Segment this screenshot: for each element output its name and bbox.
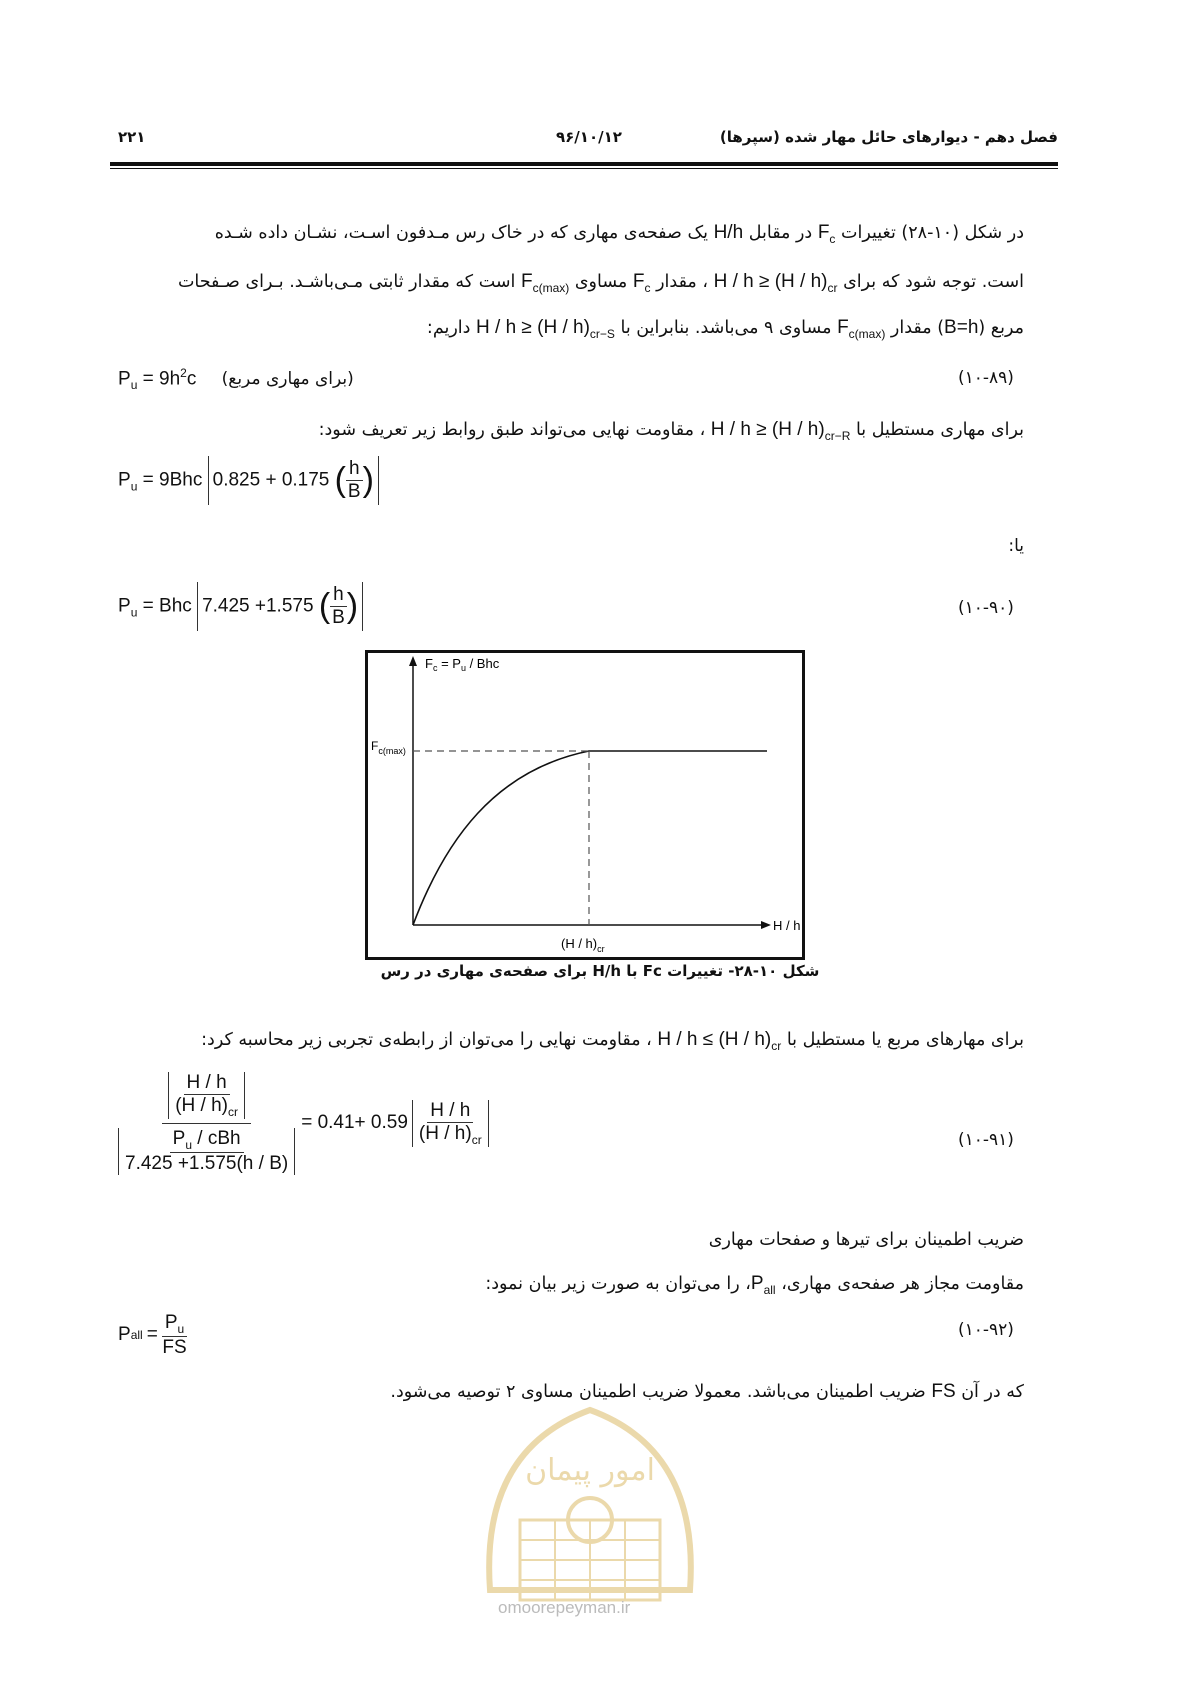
equation-91: $\frac{\frac{H / h}{(H / h)_{cr}}}{\frac{P_u / cBh}{7.425 +1.575(h / B)}}$ = 0.41+ 0.59 $\frac{H / h}{(H / h)_{cr}}$ bbox=[118, 1072, 489, 1175]
svg-text:امور پیمان: امور پیمان bbox=[525, 1453, 655, 1488]
math-bh: B=h bbox=[944, 317, 979, 338]
math-fs: FS bbox=[931, 1381, 956, 1402]
math-hh: H/h bbox=[713, 222, 744, 243]
equation-number-89: (۱۰-۸۹) bbox=[958, 368, 1014, 388]
text: مساوی ۹ می‌باشد. بنابراین با bbox=[620, 318, 832, 338]
text: مربع ( bbox=[978, 318, 1024, 338]
figure-fc-vs-hh bbox=[365, 650, 805, 960]
math-fc: $F_c$ bbox=[632, 271, 651, 295]
math-pall: $P_{all}$ bbox=[750, 1273, 776, 1297]
text: ضریب اطمینان می‌باشد. معمولا ضریب اطمینان مساوی ۲ توصیه می‌شود. bbox=[390, 1382, 926, 1402]
paragraph-4 bbox=[104, 410, 1024, 456]
paragraph-2 bbox=[104, 262, 1024, 308]
text: برای مهارهای مربع یا مستطیل با bbox=[786, 1030, 1024, 1050]
header-rule-thick bbox=[110, 162, 1058, 166]
text: مقاومت مجاز هر صفحه‌ی مهاری، bbox=[781, 1274, 1024, 1294]
fcmax-label: $F_{c(max)}$ bbox=[371, 739, 406, 756]
text: در مقابل bbox=[748, 223, 813, 243]
math-condition: $H / h \ge (H / h)_{cr-R}$ bbox=[710, 419, 851, 443]
math-condition: $H / h \ge (H / h)_{cr-S}$ bbox=[476, 317, 615, 341]
text: برای مهاری مستطیل با bbox=[855, 420, 1024, 440]
text: ، مقدار bbox=[656, 272, 709, 292]
paragraph-5 bbox=[104, 1020, 1024, 1066]
text: ) مقدار bbox=[890, 318, 945, 338]
eq91-main-fraction: $\frac{\frac{H / h}{(H / h)_{cr}}}{\frac{P_u / cBh}{7.425 +1.575(h / B)}}$ bbox=[118, 1072, 295, 1175]
paragraph-3 bbox=[104, 308, 1024, 354]
safety-factor-heading: ضریب اطمینان برای تیرها و صفحات مهاری bbox=[708, 1230, 1024, 1250]
text: ، را می‌توان به صورت زیر بیان نمود: bbox=[485, 1274, 751, 1294]
chapter-title: فصل دهم - دیوارهای حائل مهار شده (سپرها) bbox=[719, 128, 1058, 146]
text: داریم: bbox=[426, 318, 471, 338]
equation-rectangular-1: $P_u = 9Bhc$ 0.825 + 0.175 ( $\frac{h}{B}$ ) bbox=[118, 456, 379, 505]
paragraph-6 bbox=[104, 1264, 1024, 1310]
y-axis-label: $F_c = P_u$ / Bhc bbox=[425, 656, 500, 673]
paragraph-1 bbox=[104, 213, 1024, 259]
equation-number-90: (۱۰-۹۰) bbox=[958, 598, 1014, 618]
math-fcmax: $F_{c(max)}$ bbox=[837, 317, 886, 341]
text: ، مقاومت نهایی را می‌توان از رابطه‌ی تجربی زیر محاسبه کرد: bbox=[201, 1030, 652, 1050]
text: است. توجه شود که برای bbox=[843, 272, 1024, 292]
text: ، مقاومت نهایی می‌تواند طبق روابط زیر تعریف شود: bbox=[318, 420, 706, 440]
figure-caption: شکل ۱۰-۲۸- تغییرات Fc با H/h برای صفحه‌ی مهاری در رس bbox=[380, 962, 820, 980]
watermark-logo-icon bbox=[470, 1390, 710, 1620]
figure-frame bbox=[367, 652, 804, 959]
header-date: ۹۶/۱۰/۱۲ bbox=[556, 128, 622, 146]
text: مساوی bbox=[574, 272, 628, 292]
equation-92: P all = $\frac{P_u}{FS}$ bbox=[118, 1312, 187, 1358]
text: در شکل (۱۰-۲۸) تغییرات bbox=[841, 223, 1024, 243]
x-axis-label: H / h bbox=[773, 918, 801, 933]
text: که در آن bbox=[961, 1382, 1024, 1402]
math-condition: $H / h \ge (H / h)_{cr}$ bbox=[713, 271, 838, 295]
page-number: ۲۲۱ bbox=[118, 128, 146, 146]
text: یک صفحه‌ی مهاری که در خاک رس مـدفون اسـت، نشـان داده شـده bbox=[214, 223, 708, 243]
watermark-url: omoorepeyman.ir bbox=[498, 1598, 631, 1617]
math-fcmax: $F_{c(max)}$ bbox=[520, 271, 570, 295]
math-condition: $H / h \le (H / h)_{cr}$ bbox=[657, 1029, 782, 1053]
hhcr-label: $(H / h)_{cr}$ bbox=[561, 936, 605, 954]
header-rule-thin bbox=[110, 168, 1058, 169]
or-text: یا: bbox=[1008, 536, 1024, 556]
equation-number-92: (۱۰-۹۲) bbox=[958, 1320, 1014, 1340]
math-fc: $F_c$ bbox=[817, 222, 836, 246]
text: است که مقدار ثابتی مـی‌باشـد. بـرای صـفحات bbox=[177, 272, 516, 292]
equation-90: $P_u$ = Bhc 7.425 +1.575 ( $\frac{h}{B}$ ) bbox=[118, 582, 363, 631]
equation-number-91: (۱۰-۹۱) bbox=[958, 1130, 1014, 1150]
equation-89: $P_u = 9h^2c$ (برای مهاری مربع) bbox=[118, 366, 354, 393]
